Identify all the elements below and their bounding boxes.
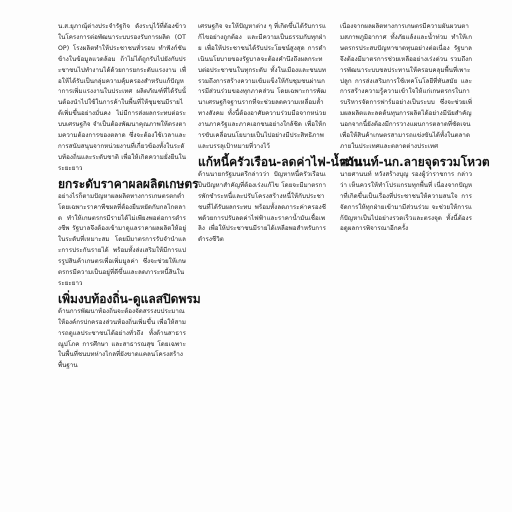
section-heading: ศานนท์-นก.ลายจุดรวมโหวต — [340, 154, 490, 169]
section-heading: แก้หนี้ครัวเรือน-ลดค่าไฟ-น้ำมัน — [198, 154, 362, 169]
column-left — [58, 22, 201, 504]
section-heading: ยกระดับราคาผลผลิตเกษตร — [58, 176, 199, 191]
article-paragraph: นายศานนท์ หวังสร้างบุญ รองผู้ว่าราชการ กล่าวว่า เห็นควรให้ทำโปรแกรมทุกพื้นที่ เนื่องจากปัญหาที่เกิดขึ้นเป็นเรื่องที่ประชาชนให้ความสนใจ การจัดการให้ทุกฝ่ายเข้ามามีส่วนร่วม จะช่วยให้การแก้ปัญหาเป็นไปอย่างรวดเร็วและตรงจุด ทั้งนี้ต้องรอดูผลการพิจารณาอีกครั้ง — [340, 170, 472, 233]
article-paragraph: ด้านนายกรัฐมนตรีกล่าวว่า ปัญหาหนี้ครัวเรือนเป็นปัญหาสำคัญที่ต้องเร่งแก้ไข โดยจะมีมาตรการพักชำระหนี้และปรับโครงสร้างหนี้ให้กับประชาชนที่ได้รับผลกระทบ พร้อมทั้งลดภาระค่าครองชีพด้วยการปรับลดค่าไฟฟ้าและราคาน้ำมันเชื้อเพลิง เพื่อให้ประชาชนมีรายได้เหลือพอสำหรับการดำรงชีวิต — [198, 170, 326, 244]
section-heading: เพิ่มงบท้องถิ่น-ดูแลสปิดพรม — [58, 291, 201, 306]
column-right — [340, 22, 490, 504]
column-middle — [198, 22, 362, 504]
article-paragraph: ด้านการพัฒนาท้องถิ่นจะต้องจัดสรรงบประมาณให้องค์กรปกครองส่วนท้องถิ่นเพิ่มขึ้น เพื่อให้สามารถดูแลประชาชนได้อย่างทั่วถึง ทั้งด้านสาธารณูปโภค การศึกษา และสาธารณสุข โดยเฉพาะในพื้นที่ชนบทห่างไกลที่ยังขาดแคลนโครงสร้างพื้นฐาน — [58, 307, 186, 370]
article-paragraph: เนื่องจากผลผลิตทางการเกษตรมีความผันผวนตามสภาพภูมิอากาศ ทั้งภัยแล้งและน้ำท่วม ทำให้เกษตรกรประสบปัญหาขาดทุนอย่างต่อเนื่อง รัฐบาลจึงต้องมีมาตรการช่วยเหลืออย่างเร่งด่วน รวมถึงการพัฒนาระบบชลประทานให้ครอบคลุมพื้นที่เพาะปลูก การส่งเสริมการใช้เทคโนโลยีที่ทันสมัย และการสร้างความรู้ความเข้าใจให้แก่เกษตรกรในการบริหารจัดการฟาร์มอย่างเป็นระบบ ซึ่งจะช่วยเพิ่มผลผลิตและลดต้นทุนการผลิตได้อย่างมีนัยสำคัญ นอกจากนี้ยังต้องมีการวางแผนการตลาดที่ชัดเจน เพื่อให้สินค้าเกษตรสามารถแข่งขันได้ทั้งในตลาดภายในประเทศและตลาดต่างประเทศ — [340, 23, 472, 150]
article-paragraph: เศรษฐกิจ จะให้ปัญหาต่าง ๆ ที่เกิดขึ้นได้รับการแก้ไขอย่างถูกต้อง และมีความเป็นธรรมกับทุกฝ่าย เพื่อให้ประชาชนได้รับประโยชน์สูงสุด การดำเนินนโยบายของรัฐบาลจะต้องคำนึงถึงผลกระทบต่อประชาชนในทุกระดับ ทั้งในเมืองและชนบท รวมถึงการสร้างความเข้มแข็งให้กับชุมชนผ่านการมีส่วนร่วมของทุกภาคส่วน โดยเฉพาะการพัฒนาเศรษฐกิจฐานรากที่จะช่วยลดความเหลื่อมล้ำทางสังคม ทั้งนี้ต้องอาศัยความร่วมมือจากหน่วยงานภาครัฐและภาคเอกชนอย่างใกล้ชิด เพื่อให้การขับเคลื่อนนโยบายเป็นไปอย่างมีประสิทธิภาพและบรรลุเป้าหมายที่วางไว้ — [198, 23, 326, 150]
article-paragraph: อย่างไรก็ตามปัญหาผลผลิตทางการเกษตรตกต่ำ โดยเฉพาะราคาพืชผลที่ต้องยืนหยัดกับกลไกตลาด ทำให้เกษตรกรมีรายได้ไม่เพียงพอต่อการดำรงชีพ รัฐบาลจึงต้องเข้ามาดูแลราคาผลผลิตให้อยู่ในระดับที่เหมาะสม โดยมีมาตรการรับจำนำและการประกันรายได้ พร้อมทั้งส่งเสริมให้มีการแปรรูปสินค้าเกษตรเพื่อเพิ่มมูลค่า ซึ่งจะช่วยให้เกษตรกรมีความเป็นอยู่ที่ดีขึ้นและลดภาระหนี้สินในระยะยาว — [58, 192, 186, 287]
article-paragraph: น.ส.ยุภาณุ้ต่างประจำรัฐกิจ ดังระบุไว้ที่ต้องข้าวในโครงการต่อพัฒนาระบบรองรับการผลิต (OTOP) โรงผลิตทำให้ประชาชนทั่วรอบ ทำฟังก์ชันข้างในข้อมูลแวดล้อม ถ้าไม่ได้ถูกรับไปยังกับประชาชนไปทำงานได้ด้วยการยกระดับแรงงาน เพื่อให้ได้รับเป็นกลุ่มความคุ้มครองสำหรับแก้ปัญหาการเพิ่มแรงงานในประเทศ ผลิตภัณฑ์ที่ได้รับนั้นต้องนำไปใช้ในการค้าในพื้นที่ให้ชุมชนมีรายได้เพิ่มขึ้นอย่างมั่นคง ไม่มีการส่งผลกระทบต่อระบบเศรษฐกิจ จำเป็นต้องพัฒนาคุณภาพให้ตรงตามความต้องการของตลาด ซึ่งจะต้องใช้เวลาและการสนับสนุนจากหน่วยงานที่เกี่ยวข้องทั้งในระดับท้องถิ่นและระดับชาติ เพื่อให้เกิดความยั่งยืนในระยะยาว — [58, 23, 186, 172]
